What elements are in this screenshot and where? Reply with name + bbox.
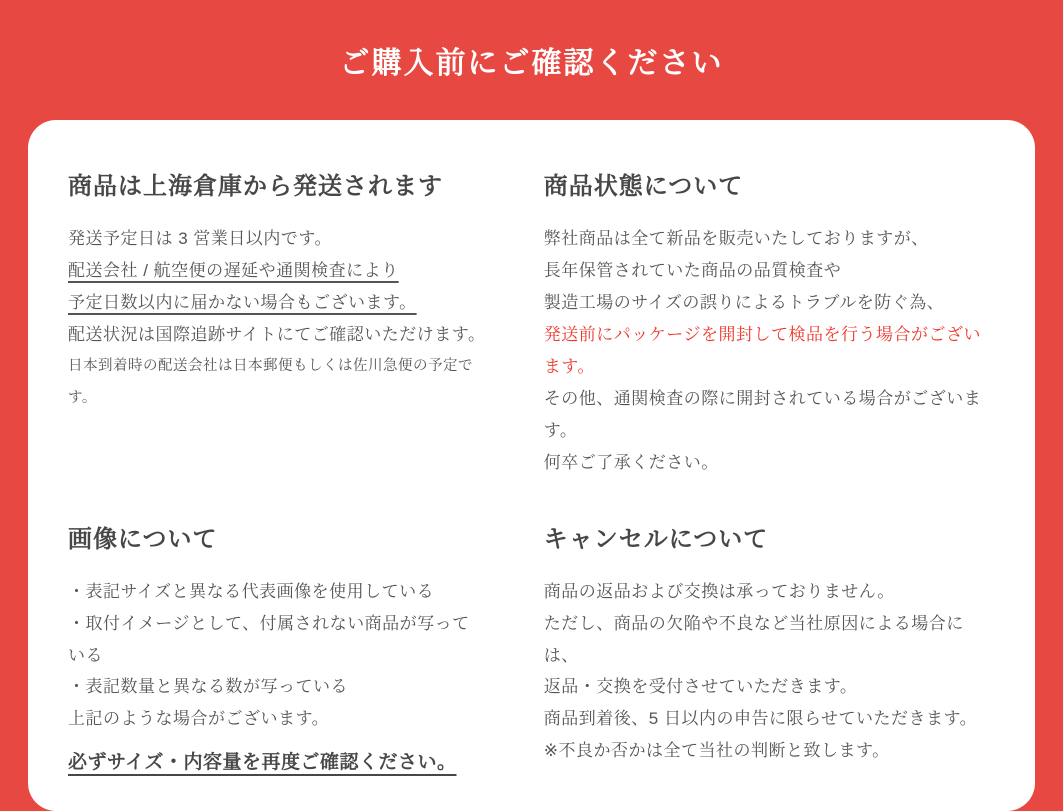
section-body [544, 223, 995, 479]
text-line: 返品・交換を受付させていただきます。 [543, 677, 858, 697]
section-cancellation [544, 519, 995, 781]
text-line: ただし、商品の欠陥や不良など当社原因による場合には、 [543, 613, 964, 665]
text-line: ・取付イメージとして、付属されない商品が写っている [68, 613, 470, 665]
text-line: ※不良か否かは全て当社の判断と致します。 [543, 741, 890, 761]
section-body [544, 576, 995, 768]
text-line: ・表記サイズと異なる代表画像を使用している [68, 581, 435, 601]
text-line: 商品の返品および交換は承っておりません。 [543, 581, 895, 601]
section-shipping-origin [68, 166, 486, 479]
text-line: 商品到着後、5 日以内の申告に限らせていただきます。 [543, 709, 978, 729]
title-bar [0, 0, 1063, 120]
text-line: 予定日数以内に届かない場合もございます。 [68, 292, 417, 312]
text-line: その他、通関検査の際に開封されている場合がございます。 [543, 388, 982, 440]
text-line: 上記のような場合がございます。 [68, 709, 330, 729]
text-line: 長年保管されていた商品の品質検査や [543, 260, 842, 280]
section-images [68, 519, 486, 781]
text-line: 配送会社 / 航空便の遅延や通関検査により [68, 260, 399, 280]
section-body [68, 576, 486, 781]
sections-grid [68, 166, 995, 781]
text-line: 製造工場のサイズの誤りによるトラブルを防ぐ為、 [543, 292, 945, 312]
text-line: ・表記数量と異なる数が写っている [68, 677, 348, 697]
section-heading: 商品状態について [543, 173, 744, 200]
text-line: 配送状況は国際追跡サイトにてご確認いただけます。 [68, 324, 486, 344]
text-line: 弊社商品は全て新品を販売いたしておりますが、 [543, 229, 929, 248]
text-line: 日本到着時の配送会社は日本郵便もしくは佐川急便の予定です。 [68, 357, 473, 406]
section-heading: 画像について [68, 525, 218, 553]
text-line: 発送予定日は 3 営業日以内です。 [68, 229, 333, 248]
section-body [68, 223, 486, 415]
notice-card [28, 120, 1035, 811]
section-heading: 商品は上海倉庫から発送されます [68, 173, 443, 200]
text-line: 発送前にパッケージを開封して検品を行う場合がございます。 [543, 324, 981, 376]
section-heading: キャンセルについて [543, 525, 769, 553]
text-line: 必ずサイズ・内容量を再度ご確認ください。 [68, 752, 457, 774]
page-title: ご購入前にご確認ください [339, 47, 724, 80]
text-line: 何卒ご了承ください。 [543, 452, 719, 472]
section-product-condition [544, 166, 995, 479]
